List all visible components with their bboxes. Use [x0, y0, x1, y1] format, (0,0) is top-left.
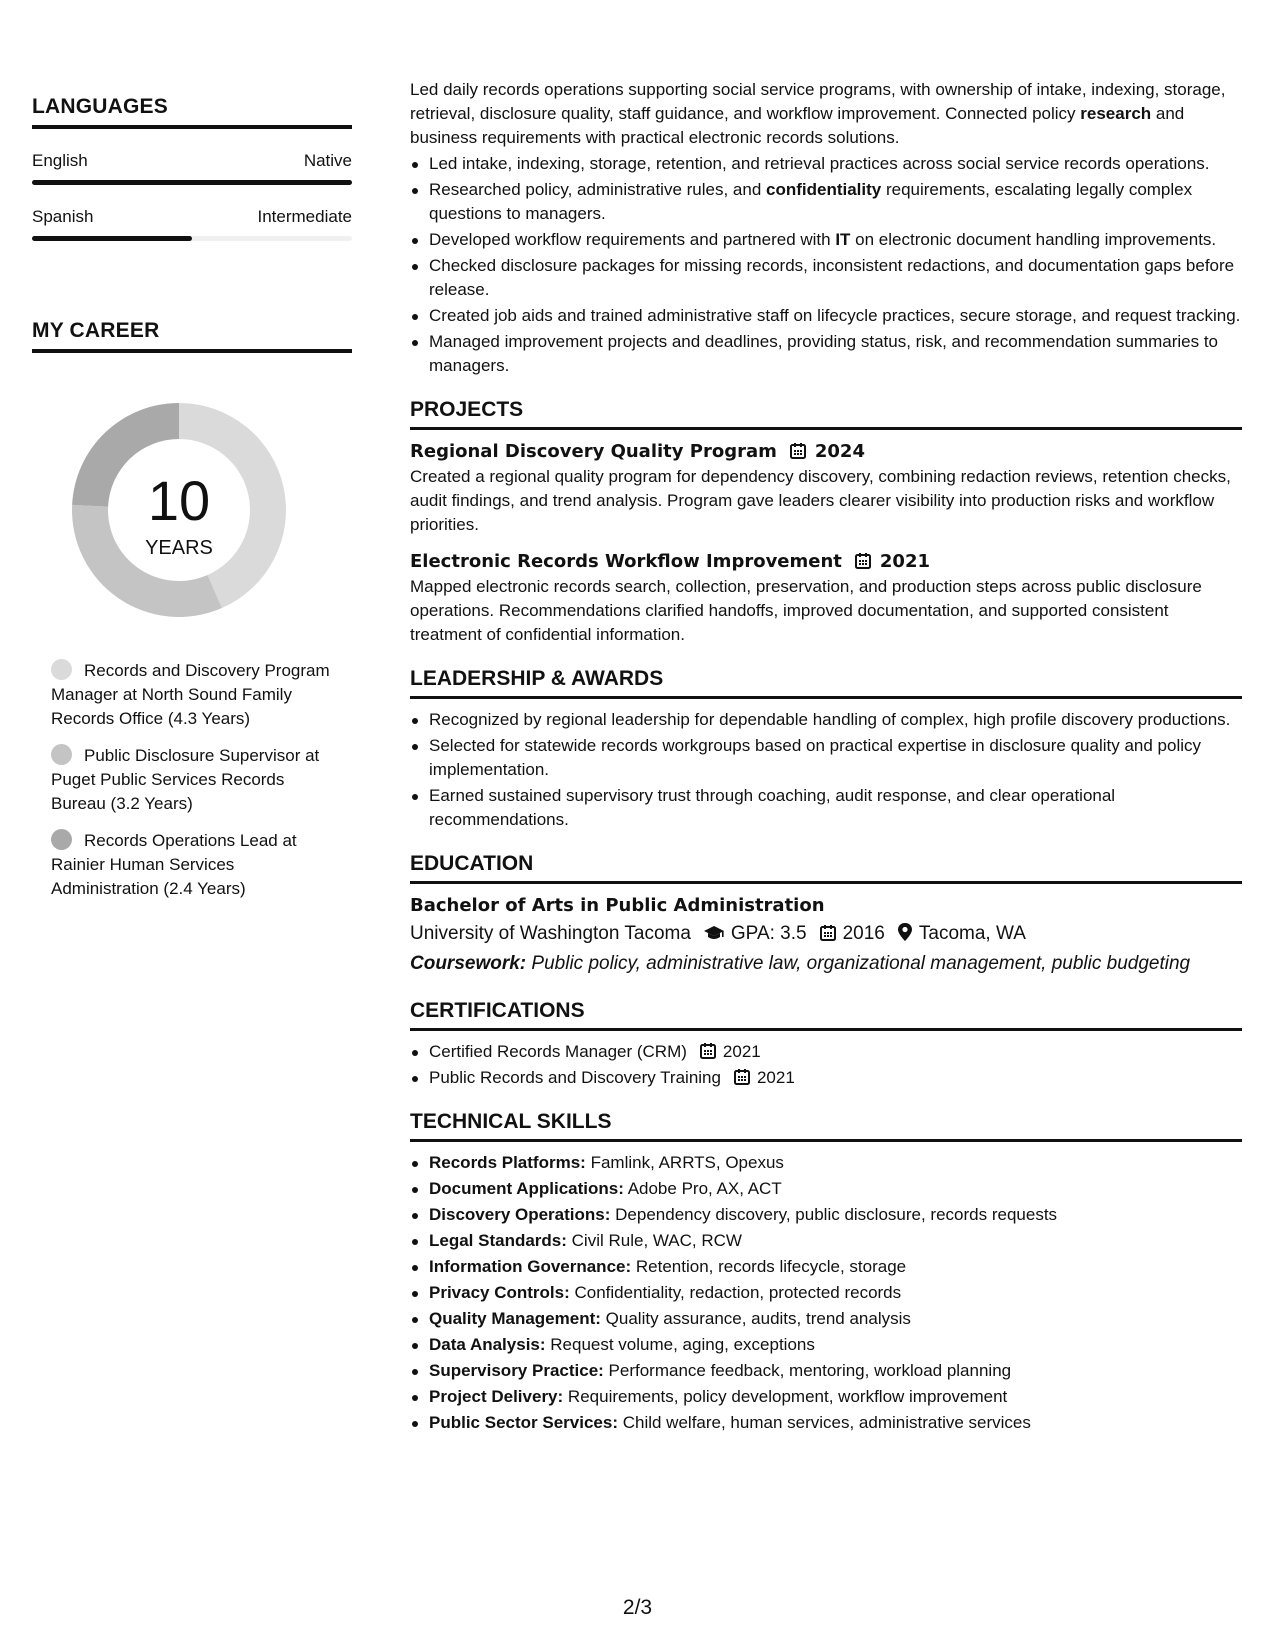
certification-item [410, 1040, 1242, 1064]
skill-item [410, 1255, 1242, 1279]
career-role-text: Records and Discovery Program Manager at North Sound Family Records Office (4.3 Years) [51, 661, 330, 728]
skill-item [410, 1333, 1242, 1357]
summary-bold-text: research [1080, 104, 1152, 123]
map-pin-icon [897, 922, 913, 942]
leadership-item: Selected for statewide records workgroups based on practical expertise in disclosure quality and policy implementation. [410, 734, 1242, 782]
leadership-heading: LEADERSHIP & AWARDS [410, 667, 1242, 699]
certifications-heading: CERTIFICATIONS [410, 999, 1242, 1031]
skill-label: Public Sector Services: [429, 1413, 618, 1432]
education-coursework [410, 949, 1242, 979]
education-heading: EDUCATION [410, 852, 1242, 884]
skill-value: Performance feedback, mentoring, workload planning [608, 1361, 1012, 1380]
leadership-item: Recognized by regional leadership for dependable handling of complex, high profile discovery productions. [410, 708, 1242, 732]
skill-item [410, 1307, 1242, 1331]
project-item [410, 549, 1242, 647]
language-proficiency-bar [32, 236, 352, 241]
career-legend-item [51, 829, 341, 901]
coursework-text: Public policy, administrative law, organizational management, public budgeting [531, 953, 1191, 974]
page-number: 2/3 [622, 1596, 653, 1619]
career-heading: MY CAREER [32, 319, 352, 353]
skill-value: Dependency discovery, public disclosure, records requests [615, 1205, 1058, 1224]
experience-bullets [410, 152, 1242, 378]
legend-dot [51, 829, 72, 850]
leadership-item: Earned sustained supervisory trust through coaching, audit response, and clear operational recommendations. [410, 784, 1242, 832]
languages-heading: LANGUAGES [32, 95, 352, 129]
career-legend-item [51, 744, 341, 816]
career-role-text: Records Operations Lead at Rainier Human Services Administration (2.4 Years) [51, 831, 297, 898]
experience-bullet: Managed improvement projects and deadlines, providing status, risk, and recommendation summaries to managers. [410, 330, 1242, 378]
career-role-text: Public Disclosure Supervisor at Puget Public Services Records Bureau (3.2 Years) [51, 746, 320, 813]
skill-item [410, 1359, 1242, 1383]
calendar-icon [789, 442, 807, 460]
skill-item [410, 1177, 1242, 1201]
certification-name: Public Records and Discovery Training [429, 1068, 721, 1087]
sidebar [32, 95, 352, 914]
skill-label: Privacy Controls: [429, 1283, 570, 1302]
education-gpa: GPA: 3.5 [730, 923, 807, 944]
legend-dot [51, 744, 72, 765]
summary-text-end: and business requirements with practical electronic records solutions. [410, 104, 1185, 147]
language-name: Spanish [32, 207, 94, 226]
project-description: Created a regional quality program for dependency discovery, combining redaction reviews, retention checks, audit findings, and trend analysis. Program gave leaders clearer visibility into production risks and workflow priorities. [410, 467, 1231, 534]
calendar-icon [854, 552, 872, 570]
skill-item [410, 1229, 1242, 1253]
career-donut-chart [66, 397, 292, 623]
skill-value: Civil Rule, WAC, RCW [571, 1231, 742, 1250]
language-level: Native [303, 151, 352, 170]
skill-value: Quality assurance, audits, trend analysis [605, 1309, 911, 1328]
calendar-icon [699, 1042, 717, 1060]
graduation-cap-icon [703, 924, 725, 942]
experience-bullet: Researched policy, administrative rules, and confidentiality requirements, escalating legally complex questions to managers. [410, 178, 1242, 226]
education-details [410, 919, 1242, 949]
experience-bullet: Checked disclosure packages for missing records, inconsistent redactions, and documentation gaps before release. [410, 254, 1242, 302]
project-name: Regional Discovery Quality Program [410, 441, 777, 462]
skills-heading: TECHNICAL SKILLS [410, 1110, 1242, 1142]
language-proficiency-fill [32, 236, 192, 241]
education-location: Tacoma, WA [918, 923, 1026, 944]
skill-label: Document Applications: [429, 1179, 624, 1198]
leadership-list [410, 708, 1242, 832]
skill-label: Legal Standards: [429, 1231, 567, 1250]
skill-label: Information Governance: [429, 1257, 632, 1276]
certification-year: 2021 [722, 1042, 761, 1061]
education-year: 2016 [842, 923, 885, 944]
language-proficiency-fill [32, 180, 352, 185]
language-level: Intermediate [257, 207, 352, 226]
skill-value: Adobe Pro, AX, ACT [627, 1179, 782, 1198]
summary-text: Led daily records operations supporting social service programs, with ownership of intake, indexing, storage, retrieval, disclosure quality, staff guidance, and workflow improvement. Connected policy [410, 80, 1226, 123]
skill-value: Confidentiality, redaction, protected records [574, 1283, 902, 1302]
skill-value: Child welfare, human services, administrative services [622, 1413, 1031, 1432]
calendar-icon [819, 924, 837, 942]
skill-label: Discovery Operations: [429, 1205, 611, 1224]
skill-label: Quality Management: [429, 1309, 601, 1328]
project-item [410, 439, 1242, 537]
skill-label: Records Platforms: [429, 1153, 586, 1172]
skill-item [410, 1203, 1242, 1227]
calendar-icon [733, 1068, 751, 1086]
experience-bullet: Led intake, indexing, storage, retention, and retrieval practices across social service records operations. [410, 152, 1242, 176]
legend-dot [51, 659, 72, 680]
skills-list [410, 1151, 1242, 1435]
education-degree: Bachelor of Arts in Public Administration [410, 895, 825, 916]
career-total-years: 10 [147, 469, 211, 532]
career-legend [51, 659, 341, 901]
career-total-unit: YEARS [145, 537, 213, 559]
project-year: 2021 [879, 551, 931, 572]
project-name: Electronic Records Workflow Improvement [410, 551, 842, 572]
career-legend-item [51, 659, 341, 731]
experience-summary [410, 78, 1242, 150]
experience-bullet: Created job aids and trained administrative staff on lifecycle practices, secure storage, and request tracking. [410, 304, 1242, 328]
experience-bullet: Developed workflow requirements and partnered with IT on electronic document handling improvements. [410, 228, 1242, 252]
skill-item [410, 1385, 1242, 1409]
coursework-label: Coursework: [410, 953, 527, 974]
skill-label: Data Analysis: [429, 1335, 546, 1354]
project-description: Mapped electronic records search, collection, preservation, and production steps across public disclosure operations. Recommendations clarified handoffs, improved documentation, and supported consistent treatment of confidential information. [410, 577, 1202, 644]
language-proficiency-bar [32, 180, 352, 185]
certification-name: Certified Records Manager (CRM) [429, 1042, 687, 1061]
projects-heading: PROJECTS [410, 398, 1242, 430]
language-item [32, 151, 352, 185]
certification-year: 2021 [756, 1068, 795, 1087]
skill-value: Requirements, policy development, workflow improvement [567, 1387, 1008, 1406]
skill-label: Project Delivery: [429, 1387, 564, 1406]
certification-item [410, 1066, 1242, 1090]
skill-item [410, 1411, 1242, 1435]
skill-value: Famlink, ARRTS, Opexus [590, 1153, 784, 1172]
skill-label: Supervisory Practice: [429, 1361, 604, 1380]
language-name: English [32, 151, 88, 170]
project-year: 2024 [814, 441, 865, 462]
skill-item [410, 1151, 1242, 1175]
certifications-list [410, 1040, 1242, 1090]
language-item [32, 207, 352, 241]
skill-value: Request volume, aging, exceptions [550, 1335, 815, 1354]
education-school: University of Washington Tacoma [410, 923, 691, 944]
main-content [410, 78, 1242, 1437]
skill-value: Retention, records lifecycle, storage [635, 1257, 907, 1276]
skill-item [410, 1281, 1242, 1305]
